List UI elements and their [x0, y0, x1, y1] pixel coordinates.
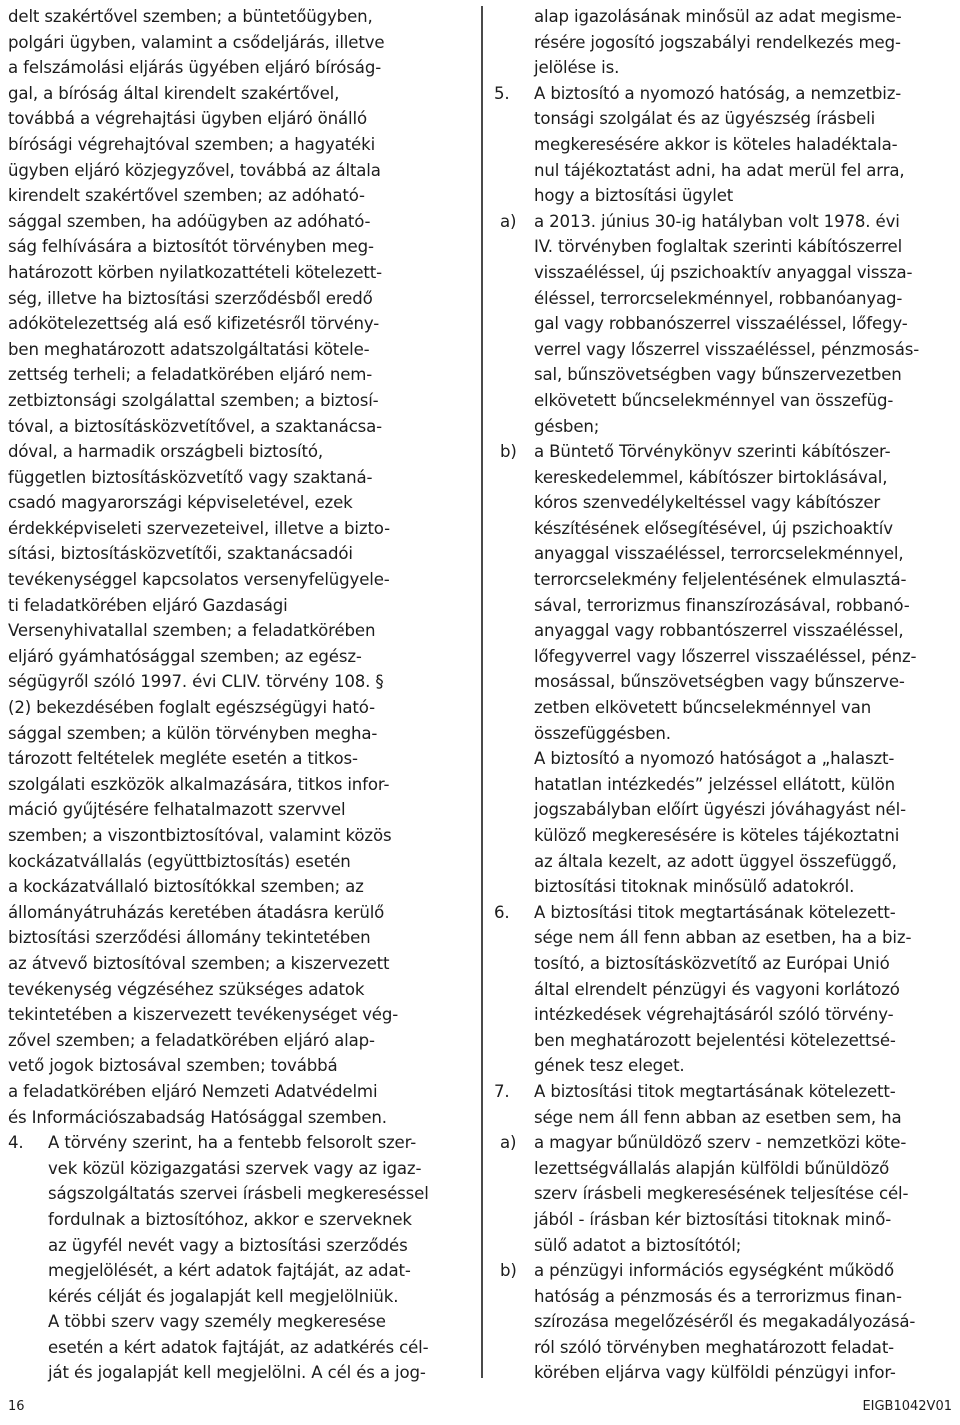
list-item-6 [494, 900, 952, 1079]
item-number: 4. [8, 1133, 24, 1153]
sub-item-5b [494, 439, 952, 746]
text-line: ti feladatkörében eljáró Gazdasági [8, 595, 288, 615]
text-line: lezettségvállalás alapján külföldi bűnüldöző [534, 1158, 890, 1178]
text-line: tekintetében a kiszervezett tevékenységet vég- [8, 1005, 399, 1025]
item-5-extra-paragraph [494, 746, 952, 900]
text-line: eljáró gyámhatósággal szemben; az egész- [8, 646, 362, 666]
text-line: hogy a biztosítási ügylet [534, 186, 734, 206]
text-line: megjelölését, a kért adatok fajtáját, az adat- [48, 1261, 411, 1281]
text-line: anyaggal vagy robbantószerrel visszaéléssel, [534, 621, 904, 641]
text-line: kereskedelemmel, kábítószer birtoklásával, [534, 467, 888, 487]
paragraph-continuation [8, 4, 474, 1130]
text-line: ségügyről szóló 1997. évi CLIV. törvény 108. § [8, 672, 384, 692]
item-text [494, 81, 952, 209]
text-line: sége nem áll fenn abban az esetben, ha a biz- [534, 928, 912, 948]
text-line: tevékenység végzéséhez szükséges adatok [8, 979, 365, 999]
text-line: érdekképviseleti szervezeteivel, illetve a bizto- [8, 518, 390, 538]
paragraph-continuation [494, 4, 952, 81]
text-line: a kockázatvállaló biztosítókkal szemben; az [8, 877, 364, 897]
text-line: ját és jogalapját kell megjelölni. A cél és a jog- [48, 1363, 426, 1383]
text-line: sal, bűnszövetségben vagy bűnszervezetben [534, 365, 902, 385]
text-line: alap igazolásának minősül az adat megisme- [534, 7, 902, 26]
text-line: kockázatvállalás (együttbiztosítás) esetén [8, 851, 351, 871]
text-line: delt szakértővel szemben; a büntetőügyben, [8, 7, 373, 26]
right-column [494, 4, 952, 1386]
text-line: lőfegyverrel vagy lőszerrel visszaéléssel, pénz- [534, 646, 917, 666]
text-line: terrorcselekmény feljelentésének elmulasztá- [534, 570, 907, 590]
text-line: zetben elkövetett bűncselekménnyel van [534, 698, 872, 718]
text-line: kóros szenvedélykeltéssel vagy kábítószer [534, 493, 881, 513]
text-line: A törvény szerint, ha a fentebb felsorolt szer- [48, 1133, 417, 1153]
text-line: biztosítási szerződési állomány tekintetében [8, 928, 371, 948]
sub-item-7b [494, 1258, 952, 1386]
text-line: mosással, bűnszövetségben vagy bűnszerve- [534, 672, 905, 692]
item-number: 7. [494, 1081, 510, 1101]
text-line: sággal szemben, ha adóügyben az adóható- [8, 211, 371, 231]
text-line: zetbiztonsági szolgálattal szemben; a biztosí- [8, 390, 379, 410]
text-line: vető jogok biztosával szemben; továbbá [8, 1056, 338, 1076]
text-line: külöző megkeresésére is köteles tájékoztatni [534, 826, 900, 845]
text-line: az ügyfél nevét vagy a biztosítási szerződés [48, 1235, 408, 1255]
sub-item-text [494, 209, 952, 439]
text-line: csadó magyarországi képviseletével, ezek [8, 493, 353, 513]
text-line: hatóság a pénzmosás és a terrorizmus finan- [534, 1286, 902, 1306]
text-line: tevékenységgel kapcsolatos versenyfelügyele- [8, 570, 390, 590]
text-line: szolgálati eszközök alkalmazására, titkos infor- [8, 774, 390, 794]
text-line: gének tesz eleget. [534, 1056, 685, 1076]
item-number: 5. [494, 83, 510, 103]
text-line: anyaggal visszaéléssel, terrorcselekménnyel, [534, 544, 904, 564]
text-line: jelölése is. [534, 58, 620, 78]
text-line: és Információszabadság Hatósággal szemben. [8, 1107, 387, 1127]
sub-item-label: a) [500, 1133, 517, 1153]
column-divider [481, 6, 483, 1378]
text-line: állományátruházás keretében átadásra kerülő [8, 902, 385, 922]
text-line: tározott feltételek megléte esetén a titkos- [8, 749, 358, 769]
left-column [8, 4, 474, 1386]
item-text [494, 1079, 952, 1130]
sub-item-text [494, 1130, 952, 1258]
text-line: intézkedések végrehajtásáról szóló törvény- [534, 1005, 894, 1025]
text-line: sülő adatot a biztosítótól; [534, 1235, 742, 1255]
sub-item-label: b) [500, 1261, 517, 1281]
text-line: tonsági szolgálat és az ügyészség írásbeli [534, 109, 876, 129]
sub-item-5a [494, 209, 952, 439]
item-text [494, 900, 952, 1079]
text-line: jogszabályban előírt ügyészi jóváhagyást nél- [534, 800, 906, 820]
sub-item-label: a) [500, 211, 517, 231]
text-line: által elrendelt pénzügyi és vagyoni korlátozó [534, 979, 900, 999]
text-line: A biztosító a nyomozó hatóságot a „halaszt- [534, 749, 895, 769]
text-line: megkeresésére akkor is köteles haladéktala- [534, 134, 898, 154]
text-line: az általa kezelt, az adott üggyel összefüggő, [534, 851, 897, 871]
text-line: (2) bekezdésében foglalt egészségügyi ható- [8, 698, 375, 718]
item-text [8, 1130, 474, 1386]
text-line: ságszolgáltatás szervei írásbeli megkereséssel [48, 1184, 429, 1204]
text-line: sággal szemben; a külön törvényben megha- [8, 723, 378, 743]
item-number: 6. [494, 902, 510, 922]
text-line: szemben; a viszontbiztosítóval, valamint közös [8, 826, 392, 845]
text-line: biztosítási titoknak minősülő adatokról. [534, 877, 855, 897]
text-line: továbbá a végrehajtási ügyben eljáró önálló [8, 109, 367, 129]
text-line: nul tájékoztatást adni, ha adat merül fel arra, [534, 160, 905, 180]
text-line: összefüggésben. [534, 723, 671, 743]
text-line: dóval, a harmadik országbeli biztosító, [8, 442, 323, 462]
text-line: gal vagy robbanószerrel visszaéléssel, lőfegy- [534, 314, 908, 334]
text-line: esetén a kért adatok fajtáját, az adatkérés cél- [48, 1337, 429, 1357]
text-line: sával, terrorizmus finanszírozásával, robbanó- [534, 595, 910, 615]
text-line: fordulnak a biztosítóhoz, akkor e szerveknek [48, 1209, 412, 1229]
text-line: ról szóló törvényben meghatározott feladat- [534, 1337, 895, 1357]
text-line: ben meghatározott adatszolgáltatási kötele- [8, 339, 370, 359]
document-code: EIGB1042V01 [862, 1399, 952, 1414]
text-line: gésben; [534, 416, 600, 436]
text-line: az átvevő biztosítóval szemben; a kiszervezett [8, 953, 390, 973]
text-line: verrel vagy lőszerrel visszaéléssel, pénzmosás- [534, 339, 920, 359]
text-line: a pénzügyi információs egységként működő [534, 1261, 894, 1281]
text-line: jából - írásban kér biztosítási titoknak minő- [534, 1209, 892, 1229]
text-line: szerv írásbeli megkeresésének teljesítése cél- [534, 1184, 909, 1204]
text-line: adókötelezettség alá eső kifizetésről törvény- [8, 314, 380, 334]
sub-item-text [494, 439, 952, 746]
list-item-5 [494, 81, 952, 209]
text-line: tosító, a biztosításközvetítő az Európai Unió [534, 953, 890, 973]
text-line: határozott körben nyilatkozattételi kötelezett- [8, 262, 382, 282]
text-line: körében eljárva vagy külföldi pénzügyi infor- [534, 1363, 896, 1383]
text-line: gal, a bíróság által kirendelt szakértővel, [8, 83, 340, 103]
text-line: ügyben eljáró közjegyzővel, továbbá az általa [8, 160, 381, 180]
text-line: tóval, a biztosításközvetítővel, a szaktanácsa- [8, 416, 383, 436]
text-line: A többi szerv vagy személy megkeresése [48, 1312, 386, 1332]
text-line: a magyar bűnüldöző szerv - nemzetközi köte- [534, 1133, 907, 1153]
sub-item-7a [494, 1130, 952, 1258]
text-line: máció gyűjtésére felhatalmazott szervvel [8, 800, 346, 820]
text-line: résére jogosító jogszabályi rendelkezés meg- [534, 32, 901, 52]
text-line: a Büntető Törvénykönyv szerinti kábítószer- [534, 442, 891, 462]
text-line: zettség terheli; a feladatkörében eljáró nem- [8, 365, 373, 385]
text-line: ség, illetve ha biztosítási szerződésből eredő [8, 288, 373, 308]
text-line: vek közül közigazgatási szervek vagy az igaz- [48, 1158, 422, 1178]
text-line: sítási, biztosításközvetítői, szaktanácsadói [8, 544, 353, 564]
text-line: ben meghatározott bejelentési kötelezettsé- [534, 1030, 896, 1050]
text-line: ság felhívására a biztosítót törvényben meg- [8, 237, 374, 257]
list-item-4 [8, 1130, 474, 1386]
text-line: A biztosítási titok megtartásának kötelezett- [534, 1081, 896, 1101]
text-line: a felszámolási eljárás ügyében eljáró bíróság- [8, 58, 382, 78]
list-item-7 [494, 1079, 952, 1130]
text-line: elkövetett bűncselekménnyel van összefüg- [534, 390, 894, 410]
text-line: visszaéléssel, új pszichoaktív anyaggal vissza- [534, 262, 913, 282]
text-line: készítésének elősegítésével, új pszichoaktív [534, 518, 893, 538]
text-line: zővel szemben; a feladatkörében eljáró alap- [8, 1030, 375, 1050]
text-line: IV. törvényben foglaltak szerinti kábítószerrel [534, 237, 903, 257]
text-line: Versenyhivatallal szemben; a feladatkörében [8, 621, 376, 641]
page-number: 16 [8, 1399, 25, 1414]
text-line: A biztosító a nyomozó hatóság, a nemzetbiz- [534, 83, 902, 103]
text-line: a feladatkörében eljáró Nemzeti Adatvédelmi [8, 1081, 378, 1101]
text-line: szírozása megelőzéséről és megakadályozásá- [534, 1312, 916, 1332]
text-line: hatatlan intézkedés” jelzéssel ellátott, külön [534, 774, 896, 794]
text-line: kirendelt szakértővel szemben; az adóható- [8, 186, 365, 206]
sub-item-label: b) [500, 442, 517, 462]
text-line: bírósági végrehajtóval szemben; a hagyatéki [8, 134, 376, 154]
text-line: kérés célját és jogalapját kell megjelölniük. [48, 1286, 399, 1306]
text-line: a 2013. június 30-ig hatályban volt 1978. évi [534, 211, 900, 231]
sub-item-text [494, 1258, 952, 1386]
text-line: sége nem áll fenn abban az esetben sem, ha [534, 1107, 902, 1127]
text-line: független biztosításközvetítő vagy szaktaná- [8, 467, 373, 487]
text-line: polgári ügyben, valamint a csődeljárás, illetve [8, 32, 385, 52]
text-line: éléssel, terrorcselekménnyel, robbanóanyag- [534, 288, 903, 308]
text-line: A biztosítási titok megtartásának kötelezett- [534, 902, 896, 922]
